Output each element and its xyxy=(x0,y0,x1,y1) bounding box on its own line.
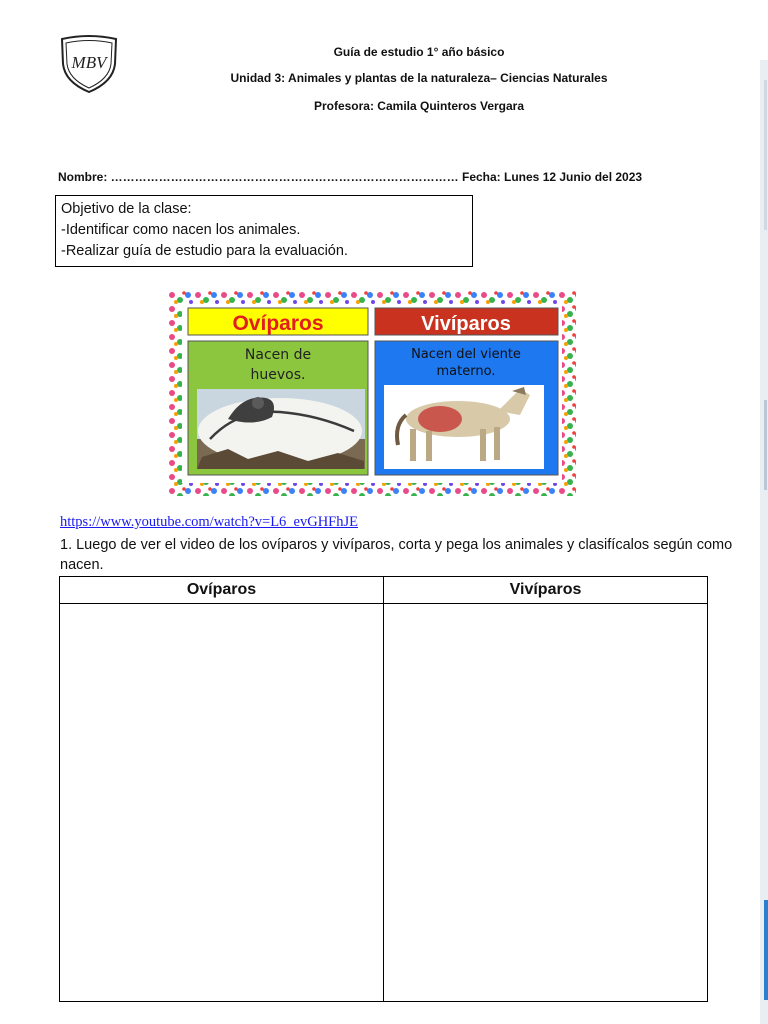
viviparos-desc-line2: materno. xyxy=(436,364,496,379)
adjacent-page-mark xyxy=(764,80,767,230)
crest-initials: MBV xyxy=(71,53,107,72)
pregnant-horse-photo xyxy=(384,385,544,469)
objective-box xyxy=(55,195,473,267)
oviparos-viviparos-poster xyxy=(168,291,576,496)
objective-item: -Realizar guía de estudio para la evaluación. xyxy=(61,243,348,259)
unit-title: Unidad 3: Animales y plantas de la naturaleza– Ciencias Naturales xyxy=(230,71,608,85)
adjacent-page-mark xyxy=(764,900,768,1000)
objective-item: -Identificar como nacen los animales. xyxy=(61,222,301,238)
youtube-video-link[interactable]: https://www.youtube.com/watch?v=L6_evGHFhJE xyxy=(60,514,359,530)
adjacent-page-mark xyxy=(764,400,767,490)
school-crest-logo xyxy=(58,34,120,94)
oviparos-answer-area[interactable] xyxy=(60,604,384,1002)
hatching-egg-photo xyxy=(197,389,365,469)
objective-title: Objetivo de la clase: xyxy=(61,201,192,217)
guide-title: Guía de estudio 1° año básico xyxy=(333,45,505,59)
teacher-name: Profesora: Camila Quinteros Vergara xyxy=(313,99,525,113)
viviparos-answer-area[interactable] xyxy=(384,604,708,1002)
viviparos-title: Vivíparos xyxy=(421,313,511,335)
classification-table xyxy=(59,576,708,1002)
oviparos-desc-line1: Nacen de xyxy=(244,347,312,363)
name-date-line: Nombre: …………………………………………………………………………… Fecha: Lunes 12 Junio del 2023 xyxy=(58,170,643,184)
oviparos-desc-line2: huevos. xyxy=(250,367,306,383)
activity-instruction: 1. Luego de ver el video de los ovíparos y vivíparos, corta y pega los animales y clasifícalos según como nacen. xyxy=(60,537,733,573)
oviparos-title: Ovíparos xyxy=(232,312,324,335)
viviparos-desc-line1: Nacen del viente xyxy=(411,347,521,362)
column-header-viviparos: Vivíparos xyxy=(384,577,708,604)
column-header-oviparos: Ovíparos xyxy=(60,577,384,604)
